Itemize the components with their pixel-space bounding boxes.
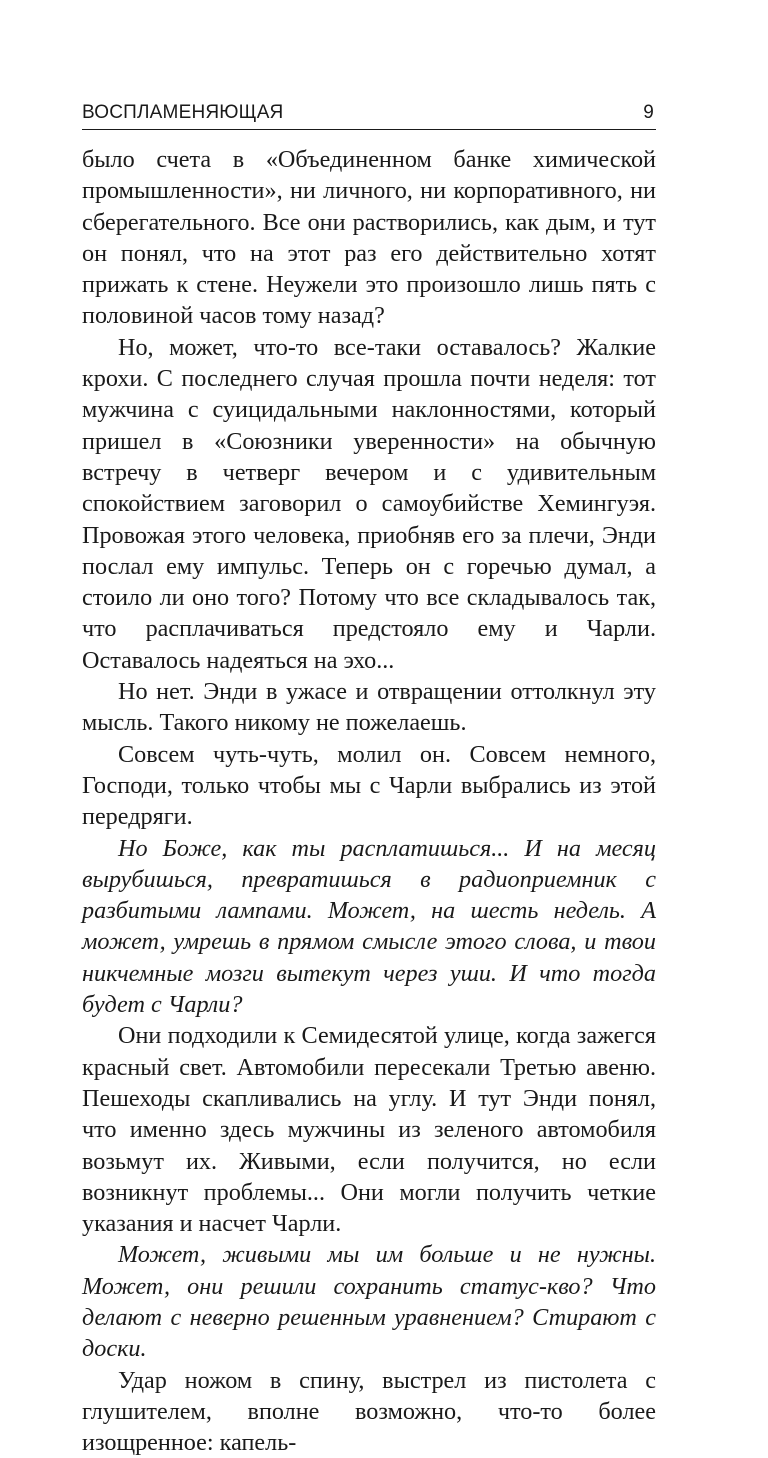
paragraph-4: Совсем чуть-чуть, молил он. Совсем немного, Господи, только чтобы мы с Чарли выбрались из этой передряги.	[82, 740, 656, 831]
paragraph-3: Но нет. Энди в ужасе и отвращении оттолкнул эту мысль. Такого никому не пожелаешь.	[82, 678, 656, 737]
book-page	[82, 96, 656, 1458]
paragraph-5-italic: Но Боже, как ты расплатишься... И на месяц вырубишься, превратишься в радиоприемник с разбитыми лампами. Может, на шесть недель. А может, умрешь в прямом смысле этого слова, и твои никчемные мозги вытекут через уши. И что тогда будет с Чарли?	[82, 834, 656, 1019]
running-header	[82, 96, 656, 130]
paragraph-2: Но, может, что-то все-таки оставалось? Жалкие крохи. С последнего случая прошла почти неделя: тот мужчина с суицидальными наклонностями, который пришел в «Союзники уверенности» на обычную встречу в четверг вечером и с удивительным спокойствием заговорил о самоубийстве Хемингуэя. Провожая этого человека, приобняв его за плечи, Энди послал ему импульс. Теперь он с горечью думал, а стоило ли оно того? Потому что все складывалось так, что расплачиваться предстояло ему и Чарли. Оставалось надеяться на эхо...	[82, 333, 656, 674]
paragraph-6: Они подходили к Семидесятой улице, когда зажегся красный свет. Автомобили пересекали Третью авеню. Пешеходы скапливались на углу. И тут Энди понял, что именно здесь мужчины из зеленого автомобиля возьмут их. Живыми, если получится, но если возникнут проблемы... Они могли получить четкие указания и насчет Чарли.	[82, 1022, 656, 1238]
paragraph-1: было счета в «Объединенном банке химической промышленности», ни личного, ни корпоративного, ни сберегательного. Все они растворились, как дым, и тут он понял, что на этот раз его действительно хотят прижать к стене. Неужели это произошло лишь пять с половиной часов тому назад?	[82, 146, 656, 330]
paragraph-8: Удар ножом в спину, выстрел из пистолета с глушителем, вполне возможно, что-то более изощренное: капель-	[82, 1366, 656, 1457]
body-text	[82, 144, 656, 1458]
running-title: ВОСПЛАМЕНЯЮЩАЯ	[82, 102, 284, 123]
paragraph-7-italic: Может, живыми мы им больше и не нужны. Может, они решили сохранить статус-кво? Что делают с неверно решенным уравнением? Стирают с доски.	[82, 1241, 656, 1363]
page-number: 9	[643, 102, 654, 123]
